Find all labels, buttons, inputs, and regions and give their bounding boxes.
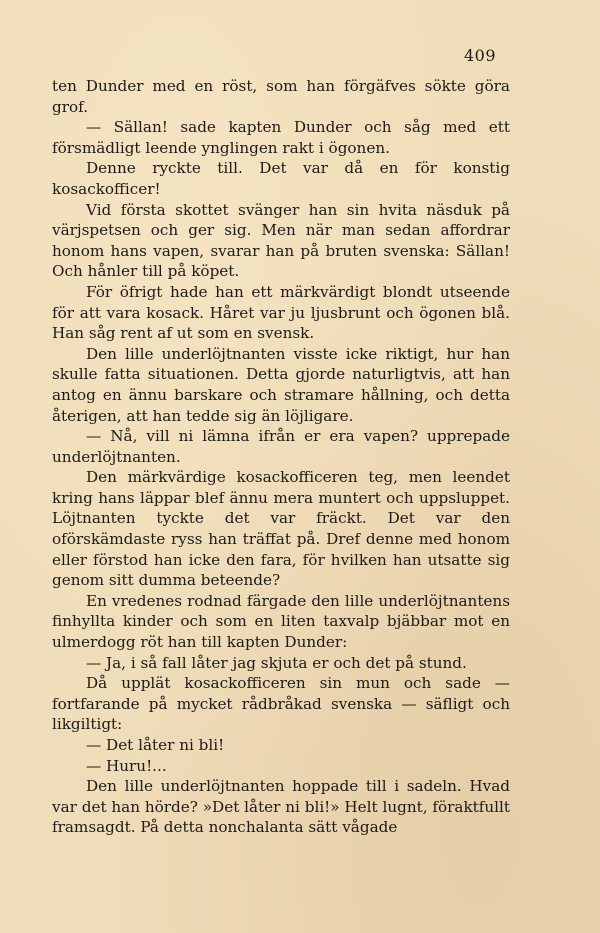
paragraph: — Sällan! sade kapten Dunder och såg med ett försmädligt leende ynglingen rakt i ögonen.: [52, 118, 510, 157]
paragraph: — Huru!...: [86, 756, 167, 775]
paragraph: För öfrigt hade han ett märkvärdigt blondt utseende för att vara kosack. Håret var ju ljusbrunt och ögonen blå. Han såg rent af ut som en svensk.: [52, 282, 510, 343]
paragraph: En vredenes rodnad färgade den lille underlöjtnantens finhyllta kinder och som en liten taxvalp bjäbbar mot en ulmerdogg röt han till kapten Dunder:: [52, 591, 510, 652]
paragraph: — Det låter ni bli!: [86, 736, 225, 754]
paragraph: Den lille underlöjtnanten hoppade till i sadeln. Hvad var det han hörde? »Det låter ni bli!» Helt lugnt, föraktfullt framsagdt. På detta nonchalanta sätt vågade: [52, 777, 510, 837]
paragraph: Den lille underlöjtnanten visste icke riktigt, hur han skulle fatta situationen. Detta gjorde naturligtvis, att han antog en ännu barskare och stramare hållning, och detta återigen, att han tedde sig än löjligare.: [52, 344, 510, 425]
paragraph: — Ja, i så fall låter jag skjuta er och det på stund.: [86, 653, 467, 672]
paragraph: Vid första skottet svänger han sin hvita näsduk på värjspetsen och ger sig. Men när man sedan affordrar honom hans vapen, svarar han på bruten svenska: Sällan! Och hånler till på köpet.: [52, 200, 510, 281]
page-number: 409: [463, 46, 496, 65]
paragraph: ten Dunder med en röst, som han förgäfves sökte göra grof.: [52, 77, 510, 116]
text-body: [52, 76, 510, 838]
paragraph: — Nå, vill ni lämna ifrån er era vapen? upprepade underlöjtnanten.: [52, 427, 510, 466]
paragraph: Då upplät kosackofficeren sin mun och sade — fortfarande på mycket rådbråkad svenska — säfligt och likgiltigt:: [52, 674, 510, 734]
paragraph: Den märkvärdige kosackofficeren teg, men leendet kring hans läppar blef ännu mera muntert och uppsluppet. Löjtnanten tyckte det var fräckt. Det var den oförskämdaste ryss han träffat på. Dref denne med honom eller förstod han icke den fara, för hvilken han utsatte sig genom sitt dumma beteende?: [52, 468, 510, 590]
paragraph: Denne ryckte till. Det var då en för konstig kosackofficer!: [52, 159, 510, 198]
